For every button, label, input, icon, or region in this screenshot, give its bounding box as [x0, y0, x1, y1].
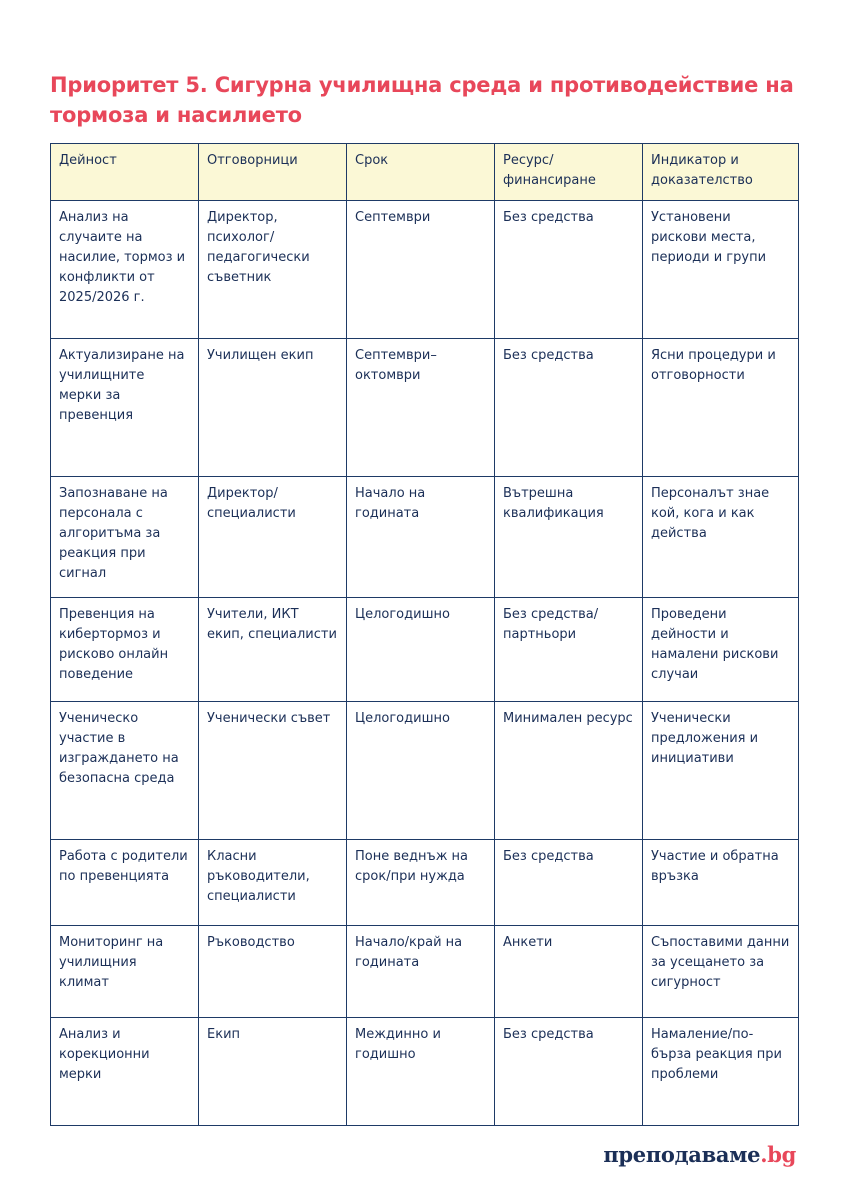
column-header-responsible: Отговорници — [199, 144, 347, 201]
cell-activity: Запознаване на персонала с алгоритъма за реакция при сигнал — [51, 477, 199, 598]
cell-responsible: Ученически съвет — [199, 702, 347, 840]
cell-resource: Без средства/ партньори — [495, 598, 643, 702]
table-row — [51, 926, 799, 1018]
cell-responsible: Училищен екип — [199, 339, 347, 477]
page-title: Приоритет 5. Сигурна училищна среда и противодействие на тормоза и насилието — [50, 73, 794, 127]
cell-deadline: Начало/край на годината — [347, 926, 495, 1018]
cell-indicator: Персоналът знае кой, кога и как действа — [643, 477, 799, 598]
cell-deadline: Септември–октомври — [347, 339, 495, 477]
cell-responsible: Класни ръководители, специалисти — [199, 840, 347, 926]
column-header-deadline: Срок — [347, 144, 495, 201]
brand-name: преподаваме — [603, 1142, 761, 1167]
cell-activity: Актуализиране на училищните мерки за превенция — [51, 339, 199, 477]
cell-responsible: Директор, психолог/ педагогически съветник — [199, 201, 347, 339]
cell-deadline: Септември — [347, 201, 495, 339]
brand-domain-suffix: .bg — [760, 1142, 796, 1167]
cell-indicator: Установени рискови места, периоди и групи — [643, 201, 799, 339]
cell-indicator: Намаление/по-бърза реакция при проблеми — [643, 1018, 799, 1126]
cell-deadline: Целогодишно — [347, 702, 495, 840]
table-row — [51, 339, 799, 477]
column-header-activity: Дейност — [51, 144, 199, 201]
cell-activity: Анализ на случаите на насилие, тормоз и конфликти от 2025/2026 г. — [51, 201, 199, 339]
cell-indicator: Участие и обратна връзка — [643, 840, 799, 926]
cell-activity: Превенция на кибертормоз и рисково онлайн поведение — [51, 598, 199, 702]
cell-resource: Без средства — [495, 339, 643, 477]
cell-activity: Мониторинг на училищния климат — [51, 926, 199, 1018]
column-header-resource: Ресурс/ финансиране — [495, 144, 643, 201]
cell-resource: Без средства — [495, 201, 643, 339]
cell-activity: Работа с родители по превенцията — [51, 840, 199, 926]
cell-activity: Анализ и корекционни мерки — [51, 1018, 199, 1126]
action-plan-table — [50, 143, 799, 1126]
table-row — [51, 201, 799, 339]
cell-indicator: Съпоставими данни за усещането за сигурност — [643, 926, 799, 1018]
table-row — [51, 840, 799, 926]
table-row — [51, 1018, 799, 1126]
cell-deadline: Поне веднъж на срок/при нужда — [347, 840, 495, 926]
cell-indicator: Ясни процедури и отговорности — [643, 339, 799, 477]
cell-resource: Вътрешна квалификация — [495, 477, 643, 598]
cell-resource: Минимален ресурс — [495, 702, 643, 840]
table-row — [51, 598, 799, 702]
table-row — [51, 477, 799, 598]
cell-indicator: Ученически предложения и инициативи — [643, 702, 799, 840]
cell-activity: Ученическо участие в изграждането на безопасна среда — [51, 702, 199, 840]
cell-resource: Без средства — [495, 840, 643, 926]
cell-deadline: Начало на годината — [347, 477, 495, 598]
column-header-indicator: Индикатор и доказателство — [643, 144, 799, 201]
cell-responsible: Учители, ИКТ екип, специалисти — [199, 598, 347, 702]
table-row — [51, 702, 799, 840]
cell-responsible: Директор/ специалисти — [199, 477, 347, 598]
cell-resource: Без средства — [495, 1018, 643, 1126]
cell-deadline: Междинно и годишно — [347, 1018, 495, 1126]
cell-resource: Анкети — [495, 926, 643, 1018]
table-header-row — [51, 144, 799, 201]
cell-responsible: Ръководство — [199, 926, 347, 1018]
cell-deadline: Целогодишно — [347, 598, 495, 702]
brand-logo — [603, 1141, 796, 1169]
cell-responsible: Екип — [199, 1018, 347, 1126]
cell-indicator: Проведени дейности и намалени рискови случаи — [643, 598, 799, 702]
